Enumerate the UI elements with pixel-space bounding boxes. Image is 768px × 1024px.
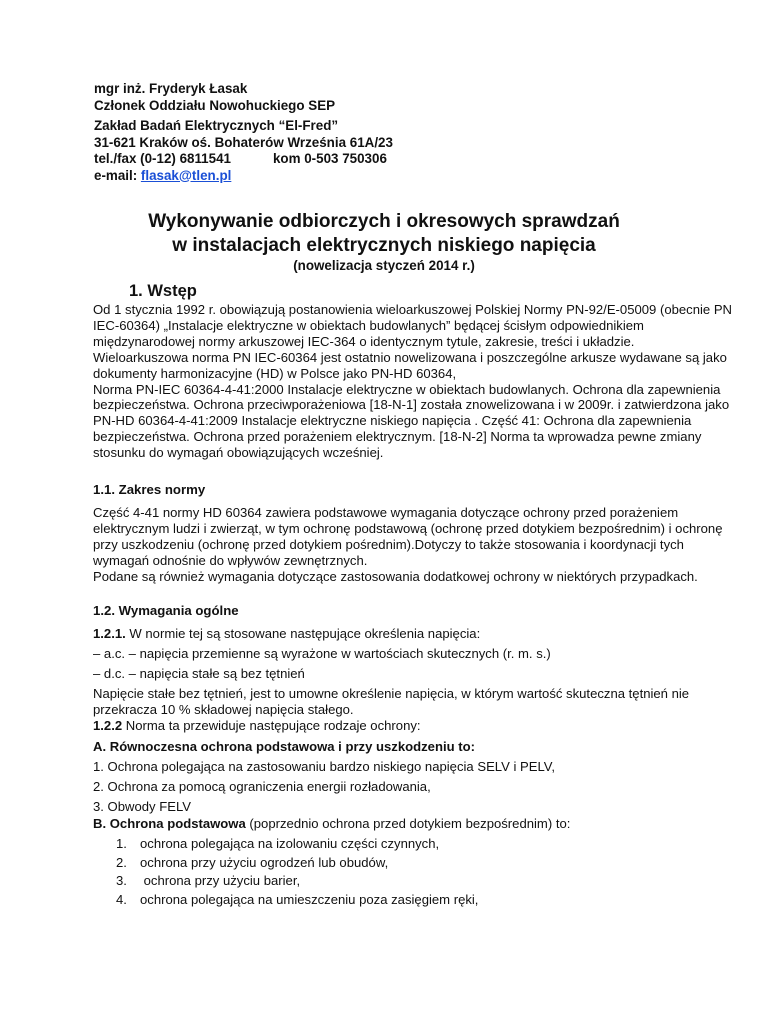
- section-1-2: [93, 603, 733, 832]
- group-a-item: 2. Ochrona za pomocą ograniczenia energii rozładowania,: [93, 779, 431, 795]
- group-a-heading: A. Równoczesna ochrona podstawowa i przy uszkodzeniu to:: [93, 739, 475, 755]
- author-membership: Członek Oddziału Nowohuckiego SEP: [94, 97, 336, 113]
- scope-paragraph-1: Część 4-41 normy HD 60364 zawiera podstawowe wymagania dotyczące ochrony przed porażeniem elektrycznym ludzi i zwierząt, w tym ochronę podstawową (ochronę przed dotykiem bezpośrednim) i ochronę przy uszkodzeniu (ochronę przed dotykiem pośrednim).Dotyczy to także stosowania i koordynacji tych wymagań odnośnie do wpływów zewnętrznych.: [93, 504, 723, 568]
- email-label: e-mail:: [94, 167, 141, 183]
- document-title: [0, 210, 768, 274]
- para-1-2-2: 1.2.2 Norma ta przewiduje następujące rodzaje ochrony:: [93, 718, 421, 734]
- tel-fax: tel./fax (0-12) 6811541: [94, 151, 231, 166]
- company-address: 31-621 Kraków oś. Bohaterów Września 61A/23: [94, 134, 393, 150]
- scope-paragraph-2: Podane są również wymagania dotyczące zastosowania dodatkowej ochrony w niektórych przypadkach.: [93, 568, 698, 584]
- num-1-2-1: 1.2.1.: [93, 625, 126, 641]
- list-item: 1. ochrona polegająca na izolowaniu części czynnych,: [116, 836, 440, 851]
- group-a-item: 1. Ochrona polegająca na zastosowaniu bardzo niskiego napięcia SELV i PELV,: [93, 759, 555, 775]
- intro-text: [93, 302, 733, 461]
- section-1-1: [93, 482, 733, 584]
- intro-paragraph-1: Od 1 stycznia 1992 r. obowiązują postanowienia wieloarkuszowej Polskiej Normy PN-92/E-05009 (obecnie PN IEC-60364) „Instalacje elektryczne w obiektach budowlanych” będącej ścisłym odpowiednikiem międzynarodowej normy arkuszowej IEC-364 o identycznym tytule, zakresie, treści i układzie. Wieloarkuszowa norma PN IEC-60364 jest ostatnio nowelizowana i poszczególne arkusze wydawane są jako dokumenty harmonizacyjne (HD) w Polsce jako PN-HD 60364,: [93, 302, 733, 381]
- intro-paragraph-2: Norma PN-IEC 60364-4-41:2000 Instalacje elektryczne w obiektach budowlanych. Ochrona dla zapewnienia bezpieczeństwa. Ochrona przeciwporażeniowa [18-N-1] została znowelizowana i w 2009r. i zatwierdzona jako PN-HD 60364-4-41:2009 Instalacje elektryczne niskiego napięcia . Część 41: Ochrona dla zapewnienia bezpieczeństwa. Ochrona przed porażeniem elektrycznym. [18-N-2] Norma ta wprowadza pewne zmiany stosunku do wymagań obowiązujących wcześniej.: [93, 381, 730, 461]
- author-block: [94, 81, 714, 184]
- mobile-phone: kom 0-503 750306: [272, 151, 387, 166]
- num-1-2-2: 1.2.2: [93, 718, 123, 734]
- para-1-2-1: 1.2.1. W normie tej są stosowane następujące określenia napięcia:: [93, 625, 481, 641]
- section-heading-wstep: 1. Wstęp: [129, 282, 197, 300]
- list-item: 3. ochrona przy użyciu barier,: [116, 873, 301, 888]
- contact-email: [94, 168, 714, 185]
- group-b-heading: B. Ochrona podstawowa (poprzednio ochrona przed dotykiem bezpośrednim) to:: [93, 815, 571, 831]
- dc-ripple-paragraph: Napięcie stałe bez tętnień, jest to umowne określenie napięcia, w którym wartość skuteczna tętnień nie przekracza 10 % składowej napięcia stałego.: [93, 685, 690, 717]
- company-name: Zakład Badań Elektrycznych “El-Fred”: [94, 118, 339, 133]
- ac-definition: – a.c. – napięcia przemienne są wyrażone w wartościach skutecznych (r. m. s.): [93, 645, 551, 661]
- title-line-1: Wykonywanie odbiorczych i okresowych sprawdzań: [148, 211, 620, 232]
- dc-definition: – d.c. – napięcia stałe są bez tętnień: [93, 665, 305, 681]
- section-heading-zakres: 1.1. Zakres normy: [93, 482, 206, 497]
- group-b-list: [116, 835, 716, 909]
- email-link[interactable]: flasak@tlen.pl: [140, 167, 232, 183]
- section-heading-wymagania: 1.2. Wymagania ogólne: [93, 603, 239, 618]
- author-name: mgr inż. Fryderyk Łasak: [94, 81, 248, 96]
- list-item: 2. ochrona przy użyciu ogrodzeń lub obudów,: [116, 854, 389, 870]
- group-a-item: 3. Obwody FELV: [93, 799, 192, 815]
- contact-phone: [94, 151, 714, 168]
- title-line-2: w instalacjach elektrycznych niskiego napięcia: [172, 235, 596, 256]
- list-item: 4. ochrona polegająca na umieszczeniu poza zasięgiem ręki,: [116, 891, 479, 907]
- title-subtitle: (nowelizacja styczeń 2014 r.): [293, 258, 475, 273]
